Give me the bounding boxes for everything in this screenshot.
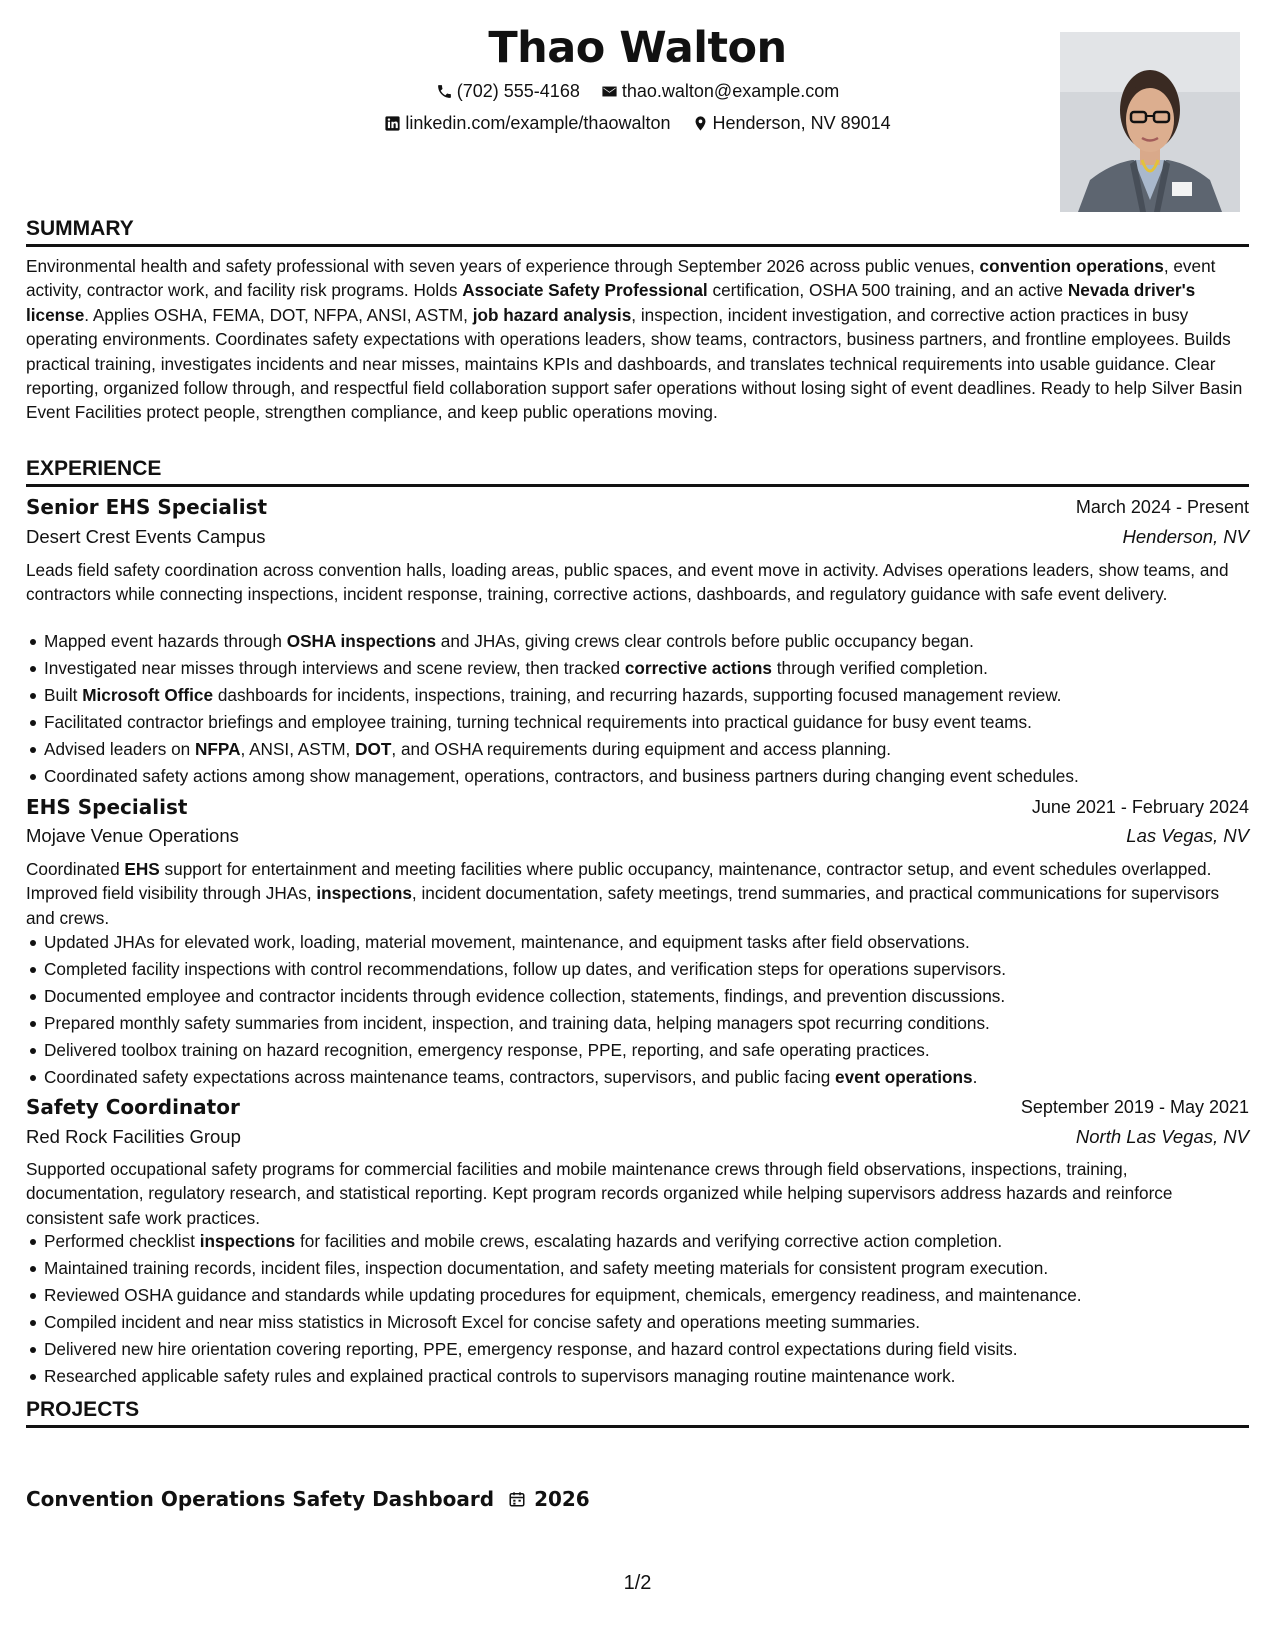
experience-divider bbox=[26, 484, 1249, 487]
job-location: North Las Vegas, NV bbox=[1075, 1126, 1249, 1147]
job-dates: September 2019 - May 2021 bbox=[1020, 1097, 1249, 1117]
bullet-item: Prepared monthly safety summaries from incident, inspection, and training data, helping managers spot recurring conditions. bbox=[44, 1010, 1267, 1037]
job-title: Safety Coordinator bbox=[26, 1095, 240, 1119]
emphasis-text: job hazard analysis bbox=[472, 304, 632, 325]
emphasis-text: Nevada driver's license bbox=[26, 280, 1196, 325]
emphasis-text: convention operations bbox=[979, 256, 1164, 276]
emphasis-text: Microsoft Office bbox=[82, 684, 214, 705]
project-title: Convention Operations Safety Dashboard bbox=[26, 1487, 495, 1511]
summary-text: Environmental health and safety professional with seven years of experience through September 2026 across public venues, convention operations, event activity, contractor work, and facility risk programs. Holds Associate Safety Professional certification, OSHA 500 training, and an active Nevada driver's license. Applies OSHA, FEMA, DOT, NFPA, ANSI, ASTM, job hazard analysis, inspection, incident investigation, and corrective action practices in busy operating environments. Coordinates safety expectations with operations leaders, show teams, contractors, business partners, and frontline employees. Builds practical training, investigates incidents and near misses, maintains KPIs and dashboards, and translates technical requirements into usable guidance. Clear reporting, organized follow through, and respectful field collaboration support safer operations without losing sight of event deadlines. Ready to help Silver Basin Event Facilities protect people, strengthen compliance, and keep public operations moving. bbox=[26, 256, 1243, 423]
bullet-item: Facilitated contractor briefings and employee training, turning technical requirements into practical guidance for busy event teams. bbox=[44, 709, 1267, 736]
emphasis-text: EHS bbox=[124, 859, 160, 879]
job-title: Senior EHS Specialist bbox=[26, 495, 268, 519]
emphasis-text: inspections bbox=[199, 1231, 296, 1251]
job-organization: Mojave Venue Operations bbox=[26, 825, 239, 846]
page-number: 1/2 bbox=[623, 1572, 652, 1594]
project-item bbox=[26, 1486, 590, 1512]
map-pin-icon bbox=[692, 115, 709, 132]
phone-text: (702) 555-4168 bbox=[456, 81, 580, 101]
bullet-item: Reviewed OSHA guidance and standards while updating procedures for equipment, chemicals, emergency readiness, and maintenance. bbox=[44, 1282, 1267, 1309]
bullet-item: Advised leaders on NFPA, ANSI, ASTM, DOT, and OSHA requirements during equipment and access planning. bbox=[44, 736, 1267, 763]
job-bullets bbox=[26, 628, 1267, 789]
job-description: Supported occupational safety programs for commercial facilities and mobile maintenance crews through field observations, inspections, training, documentation, regulatory research, and statistical reporting. Kept program records organized while helping supervisors address hazards and reinforce consistent safe work practices. bbox=[26, 1159, 1173, 1228]
bullet-item: Researched applicable safety rules and explained practical controls to supervisors managing routine maintenance work. bbox=[44, 1363, 1267, 1390]
project-year: 2026 bbox=[534, 1487, 590, 1511]
location-text: Henderson, NV 89014 bbox=[712, 113, 891, 133]
bullet-item: Compiled incident and near miss statistics in Microsoft Excel for concise safety and operations meeting summaries. bbox=[44, 1309, 1267, 1336]
projects-divider bbox=[26, 1425, 1249, 1428]
email-text: thao.walton@example.com bbox=[621, 81, 840, 101]
job-location: Las Vegas, NV bbox=[1126, 825, 1249, 846]
bullet-item: Mapped event hazards through OSHA inspections and JHAs, giving crews clear controls before public occupancy began. bbox=[44, 628, 1267, 655]
bullet-item: Investigated near misses through interviews and scene review, then tracked corrective actions through verified completion. bbox=[44, 655, 1267, 682]
bullet-item: Updated JHAs for elevated work, loading, material movement, maintenance, and equipment tasks after field observations. bbox=[44, 929, 1267, 956]
job-location: Henderson, NV bbox=[1122, 526, 1249, 547]
bullet-item: Delivered toolbox training on hazard recognition, emergency response, PPE, reporting, and safe operating practices. bbox=[44, 1037, 1267, 1064]
bullet-item: Maintained training records, incident files, inspection documentation, and safety meeting materials for consistent program execution. bbox=[44, 1255, 1267, 1282]
emphasis-text: event operations bbox=[835, 1066, 973, 1087]
calendar-icon bbox=[508, 1490, 526, 1508]
linkedin-contact[interactable] bbox=[384, 111, 670, 135]
email-contact[interactable] bbox=[601, 79, 839, 103]
bullet-item: Built Microsoft Office dashboards for incidents, inspections, training, and recurring hazards, supporting focused management review. bbox=[44, 682, 1267, 709]
job-description: Coordinated EHS support for entertainment and meeting facilities where public occupancy, maintenance, contractor setup, and event schedules overlapped. Improved field visibility through JHAs, inspections, incident documentation, safety meetings, trend summaries, and practical communications for supervisors and crews. bbox=[26, 859, 1220, 928]
linkedin-text: linkedin.com/example/thaowalton bbox=[405, 113, 671, 133]
projects-heading: PROJECTS bbox=[26, 1398, 140, 1421]
emphasis-text: DOT bbox=[355, 738, 392, 759]
bullet-item: Documented employee and contractor incidents through evidence collection, statements, findings, and prevention discussions. bbox=[44, 983, 1267, 1010]
emphasis-text: Associate Safety Professional bbox=[462, 280, 708, 301]
bullet-item: Coordinated safety expectations across maintenance teams, contractors, supervisors, and public facing event operations. bbox=[44, 1064, 1267, 1091]
job-bullets bbox=[26, 929, 1267, 1090]
summary-heading: SUMMARY bbox=[26, 217, 134, 240]
bullet-item: Completed facility inspections with control recommendations, follow up dates, and verification steps for operations supervisors. bbox=[44, 956, 1267, 983]
phone-icon bbox=[436, 83, 453, 100]
job-title: EHS Specialist bbox=[26, 795, 188, 819]
job-organization: Red Rock Facilities Group bbox=[26, 1126, 241, 1147]
emphasis-text: corrective actions bbox=[624, 657, 772, 678]
job-bullets bbox=[26, 1228, 1267, 1389]
job-description: Leads field safety coordination across convention halls, loading areas, public spaces, and event move in activity. Advises operations leaders, show teams, and contractors while connecting inspections, incident response, training, corrective actions, dashboards, and regulatory guidance with safe event delivery. bbox=[26, 560, 1229, 605]
location-contact bbox=[692, 111, 891, 135]
envelope-icon bbox=[601, 83, 618, 100]
job-organization: Desert Crest Events Campus bbox=[26, 526, 266, 547]
job-dates: March 2024 - Present bbox=[1075, 497, 1249, 517]
emphasis-text: OSHA inspections bbox=[286, 631, 437, 651]
summary-divider bbox=[26, 244, 1249, 247]
job-dates: June 2021 - February 2024 bbox=[1031, 797, 1249, 817]
experience-heading: EXPERIENCE bbox=[26, 457, 162, 480]
linkedin-icon bbox=[384, 115, 401, 132]
candidate-name: Thao Walton bbox=[488, 23, 787, 73]
emphasis-text: inspections bbox=[316, 883, 412, 904]
bullet-item: Delivered new hire orientation covering reporting, PPE, emergency response, and hazard control expectations during field visits. bbox=[44, 1336, 1267, 1363]
emphasis-text: NFPA bbox=[194, 738, 241, 759]
phone-contact[interactable] bbox=[436, 79, 580, 103]
resume-page bbox=[26, 0, 1249, 1650]
bullet-item: Coordinated safety actions among show management, operations, contractors, and business partners during changing event schedules. bbox=[44, 763, 1267, 790]
profile-photo bbox=[1060, 32, 1240, 212]
bullet-item: Performed checklist inspections for facilities and mobile crews, escalating hazards and verifying corrective action completion. bbox=[44, 1228, 1267, 1255]
